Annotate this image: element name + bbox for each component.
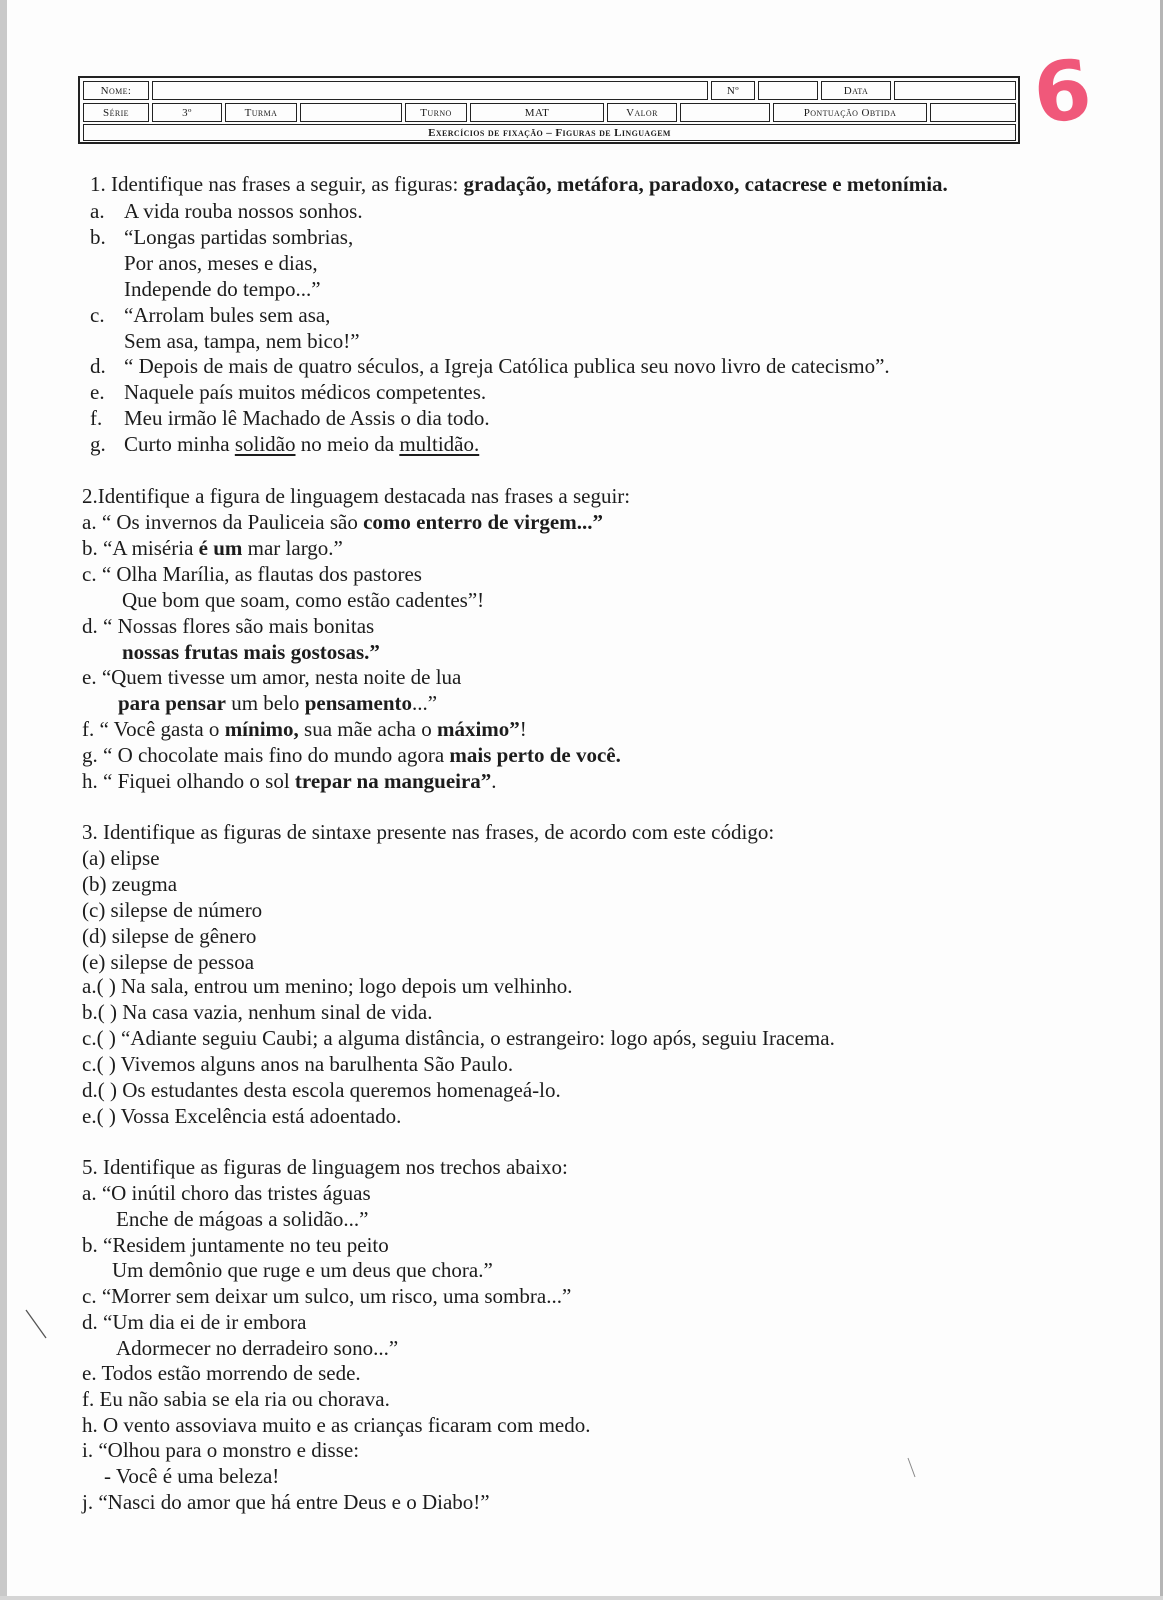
- q3-code: (c) silepse de número: [82, 898, 263, 922]
- pen-stroke-mark: [24, 1308, 50, 1342]
- q5-line: f. Eu não sabia se ela ria ou chorava.: [82, 1387, 390, 1411]
- q2-item-h: h. “ Fiquei olhando o sol trepar na mangueira”.: [82, 769, 497, 793]
- q3-item: b.( ) Na casa vazia, nenhum sinal de vida.: [82, 1000, 433, 1024]
- q1-item-letter: e.: [90, 380, 105, 404]
- q3-item: c.( ) Vivemos alguns anos na barulhenta São Paulo.: [82, 1052, 514, 1076]
- q5-line: - Você é uma beleza!: [104, 1464, 280, 1488]
- q2-item-b: b. “A miséria é um mar largo.”: [82, 536, 343, 560]
- q2-item-f: f. “ Você gasta o mínimo, sua mãe acha o máximo”!: [82, 717, 527, 741]
- q2-item-d-line: d. “ Nossas flores são mais bonitas: [82, 614, 375, 638]
- q5-line: Adormecer no derradeiro sono...”: [116, 1336, 399, 1360]
- q5-line: c. “Morrer sem deixar um sulco, um risco, uma sombra...”: [82, 1284, 572, 1308]
- q1-item-d: “ Depois de mais de quatro séculos, a Igreja Católica publica seu novo livro de catecismo”.: [124, 354, 890, 378]
- q2-item-e-line: para pensar um belo pensamento...”: [118, 691, 438, 715]
- q3-code: (b) zeugma: [82, 872, 178, 896]
- underlined-word: multidão.: [399, 432, 480, 456]
- q1-item-f: Meu irmão lê Machado de Assis o dia todo.: [124, 406, 490, 430]
- valor-label: Valor: [607, 103, 677, 122]
- q3-item: d.( ) Os estudantes desta escola queremos homenageá-lo.: [82, 1078, 561, 1102]
- grade-mark: 6: [1029, 42, 1096, 143]
- underlined-word: solidão: [234, 432, 296, 456]
- q1-item-letter: b.: [90, 225, 106, 249]
- q3-item: a.( ) Na sala, entrou um menino; logo depois um velhinho.: [82, 974, 573, 998]
- q5-line: h. O vento assoviava muito e as crianças ficaram com medo.: [82, 1413, 591, 1437]
- worksheet-title: Exercícios de fixação – Figuras de Linguagem: [83, 124, 1016, 141]
- q5-line: Enche de mágoas a solidão...”: [116, 1207, 369, 1231]
- q3-code: (e) silepse de pessoa: [82, 950, 255, 974]
- q1-item-c-line: “Arrolam bules sem asa,: [124, 303, 331, 327]
- q3-item: c.( ) “Adiante seguiu Caubi; a alguma distância, o estrangeiro: logo após, seguiu Iracema.: [82, 1026, 835, 1050]
- q5-line: i. “Olhou para o monstro e disse:: [82, 1438, 360, 1462]
- turno-label: Turno: [405, 103, 467, 122]
- nome-label: Nome:: [83, 81, 149, 100]
- q1-item-b-line: “Longas partidas sombrias,: [124, 225, 354, 249]
- q1-item-b-line: Por anos, meses e dias,: [124, 251, 318, 275]
- q1-item-letter: g.: [90, 432, 106, 456]
- serie-field[interactable]: 3º: [152, 103, 222, 122]
- q5-line: j. “Nasci do amor que há entre Deus e o Diabo!”: [82, 1490, 490, 1514]
- q1-item-b-line: Independe do tempo...”: [124, 277, 321, 301]
- q1-item-letter: a.: [90, 199, 105, 223]
- q1-item-letter: d.: [90, 354, 106, 378]
- q2-item-c-line: Que bom que soam, como estão cadentes”!: [122, 588, 485, 612]
- q5-line: b. “Residem juntamente no teu peito: [82, 1233, 389, 1257]
- q5-line: a. “O inútil choro das tristes águas: [82, 1181, 371, 1205]
- serie-label: Série: [83, 103, 149, 122]
- q1-item-letter: f.: [90, 406, 103, 430]
- q3-code: (d) silepse de gênero: [82, 924, 257, 948]
- q1-item-letter: c.: [90, 303, 105, 327]
- q1-prompt: 1. Identifique nas frases a seguir, as figuras: gradação, metáfora, paradoxo, catacrese e metonímia.: [90, 172, 948, 196]
- turma-label: Turma: [225, 103, 297, 122]
- q2-item-e-line: e. “Quem tivesse um amor, nesta noite de lua: [82, 665, 462, 689]
- q2-item-d-line: nossas frutas mais gostosas.”: [122, 640, 380, 664]
- q5-line: e. Todos estão morrendo de sede.: [82, 1361, 361, 1385]
- q3-code: (a) elipse: [82, 846, 160, 870]
- pontuacao-label: Pontuação Obtida: [773, 103, 927, 122]
- q1-item-c-line: Sem asa, tampa, nem bico!”: [124, 329, 360, 353]
- pen-stroke-mark: [905, 1455, 919, 1481]
- q2-prompt: 2.Identifique a figura de linguagem destacada nas frases a seguir:: [82, 484, 631, 508]
- data-label: Data: [821, 81, 891, 100]
- turno-field[interactable]: MAT: [470, 103, 604, 122]
- q5-line: d. “Um dia ei de ir embora: [82, 1310, 307, 1334]
- q3-prompt: 3. Identifique as figuras de sintaxe presente nas frases, de acordo com este código:: [82, 820, 775, 844]
- q1-item-g: Curto minha solidão no meio da multidão.: [124, 432, 480, 456]
- q2-item-a: a. “ Os invernos da Pauliceia são como enterro de virgem...”: [82, 510, 603, 534]
- q1-item-e: Naquele país muitos médicos competentes.: [124, 380, 487, 404]
- q5-line: Um demônio que ruge e um deus que chora.”: [112, 1258, 493, 1282]
- q3-item: e.( ) Vossa Excelência está adoentado.: [82, 1104, 402, 1128]
- q5-prompt: 5. Identifique as figuras de linguagem nos trechos abaixo:: [82, 1155, 568, 1179]
- q1-prompt-figures: gradação, metáfora, paradoxo, catacrese e metonímia.: [463, 172, 948, 196]
- q2-item-g: g. “ O chocolate mais fino do mundo agora mais perto de você.: [82, 743, 621, 767]
- q2-item-c-line: c. “ Olha Marília, as flautas dos pastores: [82, 562, 422, 586]
- q1-item-a: A vida rouba nossos sonhos.: [124, 199, 363, 223]
- numero-label: Nº: [711, 81, 755, 100]
